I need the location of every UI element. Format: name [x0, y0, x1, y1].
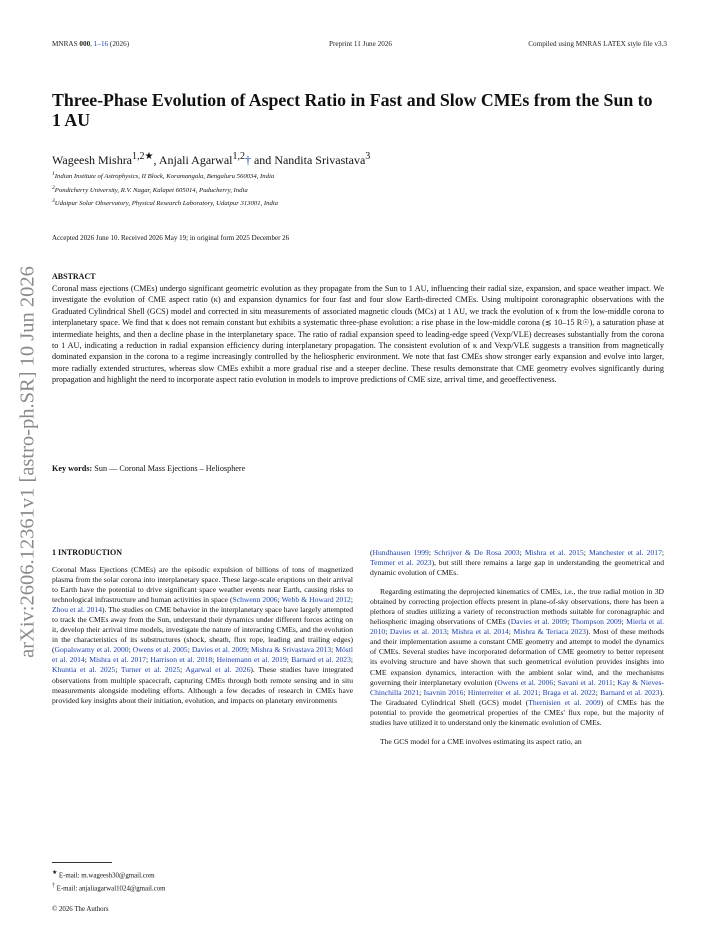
citation-link[interactable]: Turner et al. 2025	[120, 665, 181, 675]
copyright: © 2026 The Authors	[52, 906, 109, 913]
citation-link[interactable]: Braga et al. 2022	[542, 687, 596, 697]
citation-link[interactable]: Temmer et al. 2023	[370, 558, 432, 568]
abstract-text: Coronal mass ejections (CMEs) undergo significant geometric evolution as they propagate from the Sun to 1 AU, influencing their radial size, expansion, and space weather impact. We investigate the evolution of CME aspect ratio (κ) and expansion dynamics for four fast and four slow Earth-directed CMEs. Using multipoint coronagraphic observations with the Graduated Cylindrical Shell (GCS) model and corrected in situ measurements of associated magnetic clouds (MCs) at 1 AU, we track the evolution of κ from the low-middle corona to interplanetary space. We find that κ does not remain constant but exhibits a systematic three-phase evolution: a rise phase in the low-middle corona (≲ 10–15 R☉), a saturation phase at intermediate heights, and then a decline phase in the interplanetary space. The ratio of radial expansion speed to leading-edge speed (Vexp/VLE) decreases substantially from the corona to 1 AU, indicating a reduction in radial expansion efficiency during interplanetary propagation. The consistent evolution of κ and Vexp/VLE suggests a transition from magnetically dominated expansion in the corona to a regime increasingly controlled by the heliospheric environment. We note that fast CMEs show stronger early expansion and evolve into larger, more radially extended structures, whereas slow CMEs exhibit a more gradual rise and a steeper decline. These results demonstrate that CME geometry evolves significantly during propagation and highlight the need to incorporate aspect ratio evolution in models to improve predictions of CME size, arrival time, and geoeffectiveness.	[52, 284, 664, 385]
citation-link[interactable]: Harrison et al. 2018	[150, 655, 213, 665]
author-affil-sup: 3	[365, 151, 371, 162]
citation-link[interactable]: Savani et al. 2011	[557, 677, 613, 687]
citation-link[interactable]: Barnard et al. 2023	[600, 687, 660, 697]
citation-link[interactable]: Isavnin 2016	[423, 687, 464, 697]
footnote-dagger-link[interactable]: †	[244, 153, 251, 167]
citation-link[interactable]: Kay & Nieves-Chinchilla 2021	[370, 677, 664, 697]
affiliation: $^1$Indian Institute of Astrophysics, II Block, Koramangala, Bengaluru 560034, India	[52, 171, 275, 181]
citation-link[interactable]: Zhou et al. 2014	[52, 605, 103, 615]
accepted-line: Accepted 2026 June 10. Received 2026 May 19; in original form 2025 December 26	[52, 234, 290, 242]
citation-link[interactable]: Webb & Howard 2012	[281, 595, 351, 605]
citation-link[interactable]: Schwenn 2006	[232, 595, 278, 605]
author-affil-sup: 1,2	[232, 151, 245, 162]
citation-link[interactable]: Mishra et al. 2017	[89, 655, 146, 665]
section-heading-introduction: 1 INTRODUCTION	[52, 548, 123, 557]
keywords-label: Key words:	[52, 464, 93, 473]
running-header-compiled: Compiled using MNRAS LATEX style file v3.3	[528, 40, 667, 48]
running-header-preprint: Preprint 11 June 2026	[328, 40, 393, 48]
citation-link[interactable]: Heinemann et al. 2019	[216, 655, 287, 665]
citation-link[interactable]: Thernisien et al. 2009	[528, 697, 601, 707]
paragraph: The GCS model for a CME involves estimating its aspect ratio, an	[380, 736, 582, 746]
citation-link[interactable]: Hinterreiter et al. 2021	[467, 687, 539, 697]
citation-link[interactable]: Owens et al. 2005	[132, 645, 188, 655]
citation-link[interactable]: Davies et al. 2009	[191, 645, 247, 655]
citation-link[interactable]: Manchester et al. 2017	[589, 548, 662, 557]
author-name: Nandita Srivastava	[274, 153, 366, 167]
affiliation: $^2$Pondicherry University, R.V. Nagar, Kalapet 605014, Puducherry, India	[52, 184, 248, 194]
citation-link[interactable]: Mishra & Srivastava 2013	[250, 645, 332, 655]
paragraph: (Hundhausen 1999; Schrijver & De Rosa 2003; Mishra et al. 2015; Manchester et al. 2017; Temmer et al. 2023), but still there remains a large gap in understanding the geometrical and dynamic evolution of CMEs.	[370, 548, 665, 578]
page-range-link[interactable]: 1–16	[93, 40, 109, 48]
footnote-email: ★ E-mail: m.wageesh30@gmail.com	[52, 870, 155, 880]
affiliations	[52, 169, 672, 210]
citation-link[interactable]: Mishra et al. 2014	[451, 627, 509, 637]
citation-link[interactable]: Hundhausen 1999	[372, 548, 429, 557]
citation-link[interactable]: Mierla et al. 2010	[370, 617, 664, 637]
running-header-journal: MNRAS 000, 1–16 (2026)	[52, 40, 130, 48]
citation-link[interactable]: Davies et al. 2009	[510, 617, 568, 627]
paper-title: Three-Phase Evolution of Aspect Ratio in Fast and Slow CMEs from the Sun to 1 AU	[52, 90, 653, 130]
arxiv-stamp: arXiv:2606.12361v1 [astro-ph.SR] 10 Jun 2026	[16, 266, 39, 658]
citation-link[interactable]: Davies et al. 2013	[389, 627, 447, 637]
affiliation: $^3$Udaipur Solar Observatory, Physical Research Laboratory, Udaipur 313001, India	[52, 198, 279, 208]
citation-link[interactable]: Gopalswamy et al. 2000	[54, 645, 129, 655]
citation-link[interactable]: Agarwal et al. 2026	[185, 665, 251, 675]
citation-link[interactable]: Barnard et al. 2023	[291, 655, 351, 665]
citation-link[interactable]: Khuntia et al. 2025	[52, 665, 116, 675]
citation-link[interactable]: Thompson 2009	[571, 617, 622, 627]
author-affil-sup: 1,2★	[132, 151, 154, 162]
body-column-right	[370, 548, 664, 747]
citation-link[interactable]: Mishra & Teriaca 2023	[513, 627, 586, 637]
citation-link[interactable]: Owens et al. 2006	[497, 677, 554, 687]
citation-link[interactable]: Schrijver & De Rosa 2003	[434, 548, 520, 557]
body-column-left	[52, 565, 353, 706]
keywords-list: Sun — Coronal Mass Ejections – Heliosphere	[94, 464, 246, 473]
footnotes	[52, 868, 166, 895]
abstract-heading: ABSTRACT	[52, 272, 96, 281]
footnote-rule	[52, 862, 112, 863]
keywords	[52, 464, 245, 473]
author-list: Wageesh Mishra$^{1,2★}$, Anjali Agarwal$^{1,2}$† and Nandita Srivastava$^3$	[52, 151, 371, 167]
author-name: Wageesh Mishra	[52, 153, 133, 167]
citation-link[interactable]: Mishra et al. 2015	[524, 548, 584, 557]
paragraph: Regarding estimating the deprojected kinematics of CMEs, i.e., the true radial motion in 3D obtained by correcting projection effects present in plane-of-sky observations, there has been a plethora of studies utilizing a variety of reconstruction methods suitable for coronagraphic and heliospheric imaging observations of CMEs (Davies et al. 2009; Thompson 2009; Mierla et al. 2010; Davies et al. 2013; Mishra et al. 2014; Mishra & Teriaca 2023). Most of these methods and their implementation assume a constant CME geometry and attempt to model the dynamics of CMEs. Several studies have incorporated deformation of CME geometry to better represent its evolving structure and have shown that such geometrical evolution provides insights into CME expansion dynamics, interaction with the ambient solar wind, and the mechanisms governing their interplanetary evolution (Owens et al. 2006; Savani et al. 2011; Kay & Nieves-Chinchilla 2021; Isavnin 2016; Hinterreiter et al. 2021; Braga et al. 2022; Barnard et al. 2023). The Graduated Cylindrical Shell (GCS) model (Thernisien et al. 2009) of CMEs has the potential to provide the geometrical properties of the CMEs' flux rope, but the majority of studies have utilized it to understand only the kinematic evolution of CMEs.	[370, 587, 665, 727]
paragraph: Coronal Mass Ejections (CMEs) are the episodic expulsion of billions of tons of magnetized plasma from the solar corona into interplanetary space. These large-scale eruptions on their arrival to Earth have the potential to drive significant space weather events near Earth, causing risks to technological infrastructure and human activities in space (Schwenn 2006; Webb & Howard 2012; Zhou et al. 2014). The studies on CME behavior in the interplanetary space have largely attempted to track the CMEs away from the Sun, understand their dynamics under different forces acting on it, develop their arrival time models, investigate the nature of interacting CMEs, and the evolution in the characteristics of its substructures (shock, sheath, flux rope, leading and trailing edges) (Gopalswamy et al. 2000; Owens et al. 2005; Davies et al. 2009; Mishra & Srivastava 2013; Möstl et al. 2014; Mishra et al. 2017; Harrison et al. 2018; Heinemann et al. 2019; Barnard et al. 2023; Khuntia et al. 2025; Turner et al. 2025; Agarwal et al. 2026). These studies have integrated observations from multiple spacecraft, capturing CMEs through both remote sensing and in situ measurements alongside modeling efforts. Although a few decades of research in CMEs have provided key insights about their initiation, evolution, and impacts on planetary environments	[52, 565, 354, 705]
author-name: Anjali Agarwal	[158, 153, 233, 167]
footnote-email: † E-mail: anjaliagarwal1024@gmail.com	[52, 883, 166, 893]
citation-link[interactable]: Möstl et al. 2014	[52, 645, 353, 665]
